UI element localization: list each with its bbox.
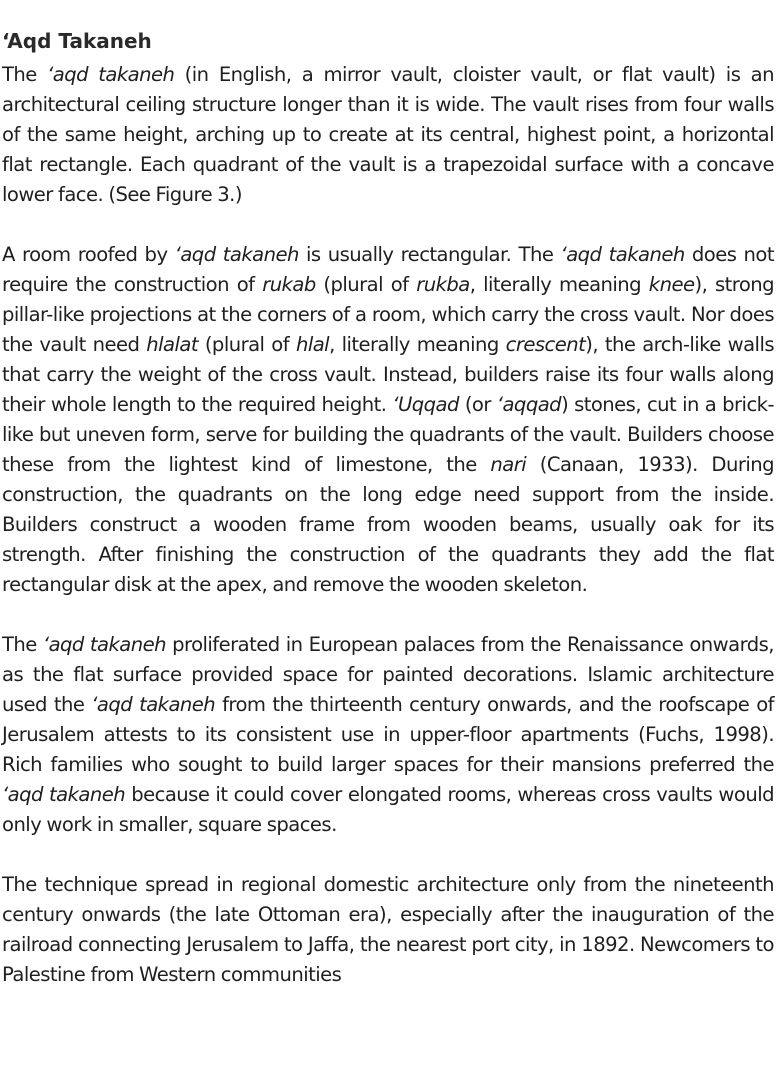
- text-run: , literally meaning: [329, 333, 506, 356]
- text-run: The: [2, 63, 48, 86]
- paragraph-4: [2, 870, 774, 990]
- text-run: ) stones, cut in a brick-like but uneven form, serve for building the quadrants of the vault. Builders choose these from the lightest kind of limestone, the: [2, 393, 774, 476]
- text-run: (Canaan, 1933). During construction, the quadrants on the long edge need support from the inside. Builders construct a wooden frame from wooden beams, usually oak for its strength. After finishing the construction of the quadrants they add the flat rectangular disk at the apex, and remove the wooden skeleton.: [2, 453, 774, 596]
- text-run: proliferated in European palaces from the Renaissance onwards, as the flat surface provided space for painted decorations. Islamic architecture used the: [2, 633, 774, 716]
- document-page: [2, 24, 774, 1020]
- italic-term: knee: [648, 273, 695, 296]
- paragraph-3: [2, 630, 774, 840]
- italic-term: ‘aqd takaneh: [174, 243, 299, 266]
- italic-term: rukab: [262, 273, 316, 296]
- text-run: because it could cover elongated rooms, whereas cross vaults would only work in smaller, square spaces.: [2, 783, 774, 836]
- text-run: (plural of: [315, 273, 417, 296]
- paragraph-1: [2, 60, 774, 210]
- text-run: The: [2, 633, 43, 656]
- italic-term: ‘aqd takaneh: [47, 63, 175, 86]
- section-heading: ‘Aqd Takaneh: [2, 29, 152, 53]
- text-run: from the thirteenth century onwards, and the roofscape of Jerusalem attests to its consistent use in upper-floor apartments (Fuchs, 1998). Rich families who sought to build larger spaces for their mansions preferred the: [2, 693, 774, 776]
- text-run: does not require the construction of: [2, 243, 774, 296]
- italic-term: nari: [490, 453, 527, 476]
- italic-term: ‘aqd takaneh: [42, 633, 167, 656]
- text-run: ), strong pillar-like projections at the corners of a room, which carry the cross vault. Nor does the vault need: [2, 273, 775, 356]
- text-run: , literally meaning: [469, 273, 649, 296]
- italic-term: ‘aqqad: [496, 393, 562, 416]
- text-run: (plural of: [197, 333, 296, 356]
- italic-term: hlalat: [146, 333, 198, 356]
- text-run: ), the arch-like walls that carry the weight of the cross vault. Instead, builders raise its four walls along their whole length to the required height.: [2, 333, 775, 416]
- italic-term: crescent: [505, 333, 586, 356]
- text-run: (or: [458, 393, 497, 416]
- italic-term: ‘aqd takaneh: [91, 693, 216, 716]
- italic-term: ‘aqd takaneh: [560, 243, 685, 266]
- italic-term: rukba: [416, 273, 470, 296]
- paragraph-2: [2, 240, 774, 600]
- italic-term: ‘aqd takaneh: [2, 783, 126, 806]
- text-run: The technique spread in regional domestic architecture only from the nineteenth century onwards (the late Ottoman era), especially after the inauguration of the railroad connecting Jerusalem to Jaffa, the nearest port city, in 1892. Newcomers to Palestine from Western communities: [2, 873, 774, 986]
- italic-term: ‘Uqqad: [392, 393, 459, 416]
- italic-term: hlal: [295, 333, 330, 356]
- text-run: is usually rectangular. The: [298, 243, 561, 266]
- text-run: (in English, a mirror vault, cloister vault, or flat vault) is an architectural ceiling structure longer than it is wide. The vault rises from four walls of the same height, arching up to create at its central, highest point, a horizontal flat rectangle. Each quadrant of the vault is a trapezoidal surface with a concave lower face. (See Figure 3.): [2, 63, 774, 206]
- text-run: A room roofed by: [2, 243, 175, 266]
